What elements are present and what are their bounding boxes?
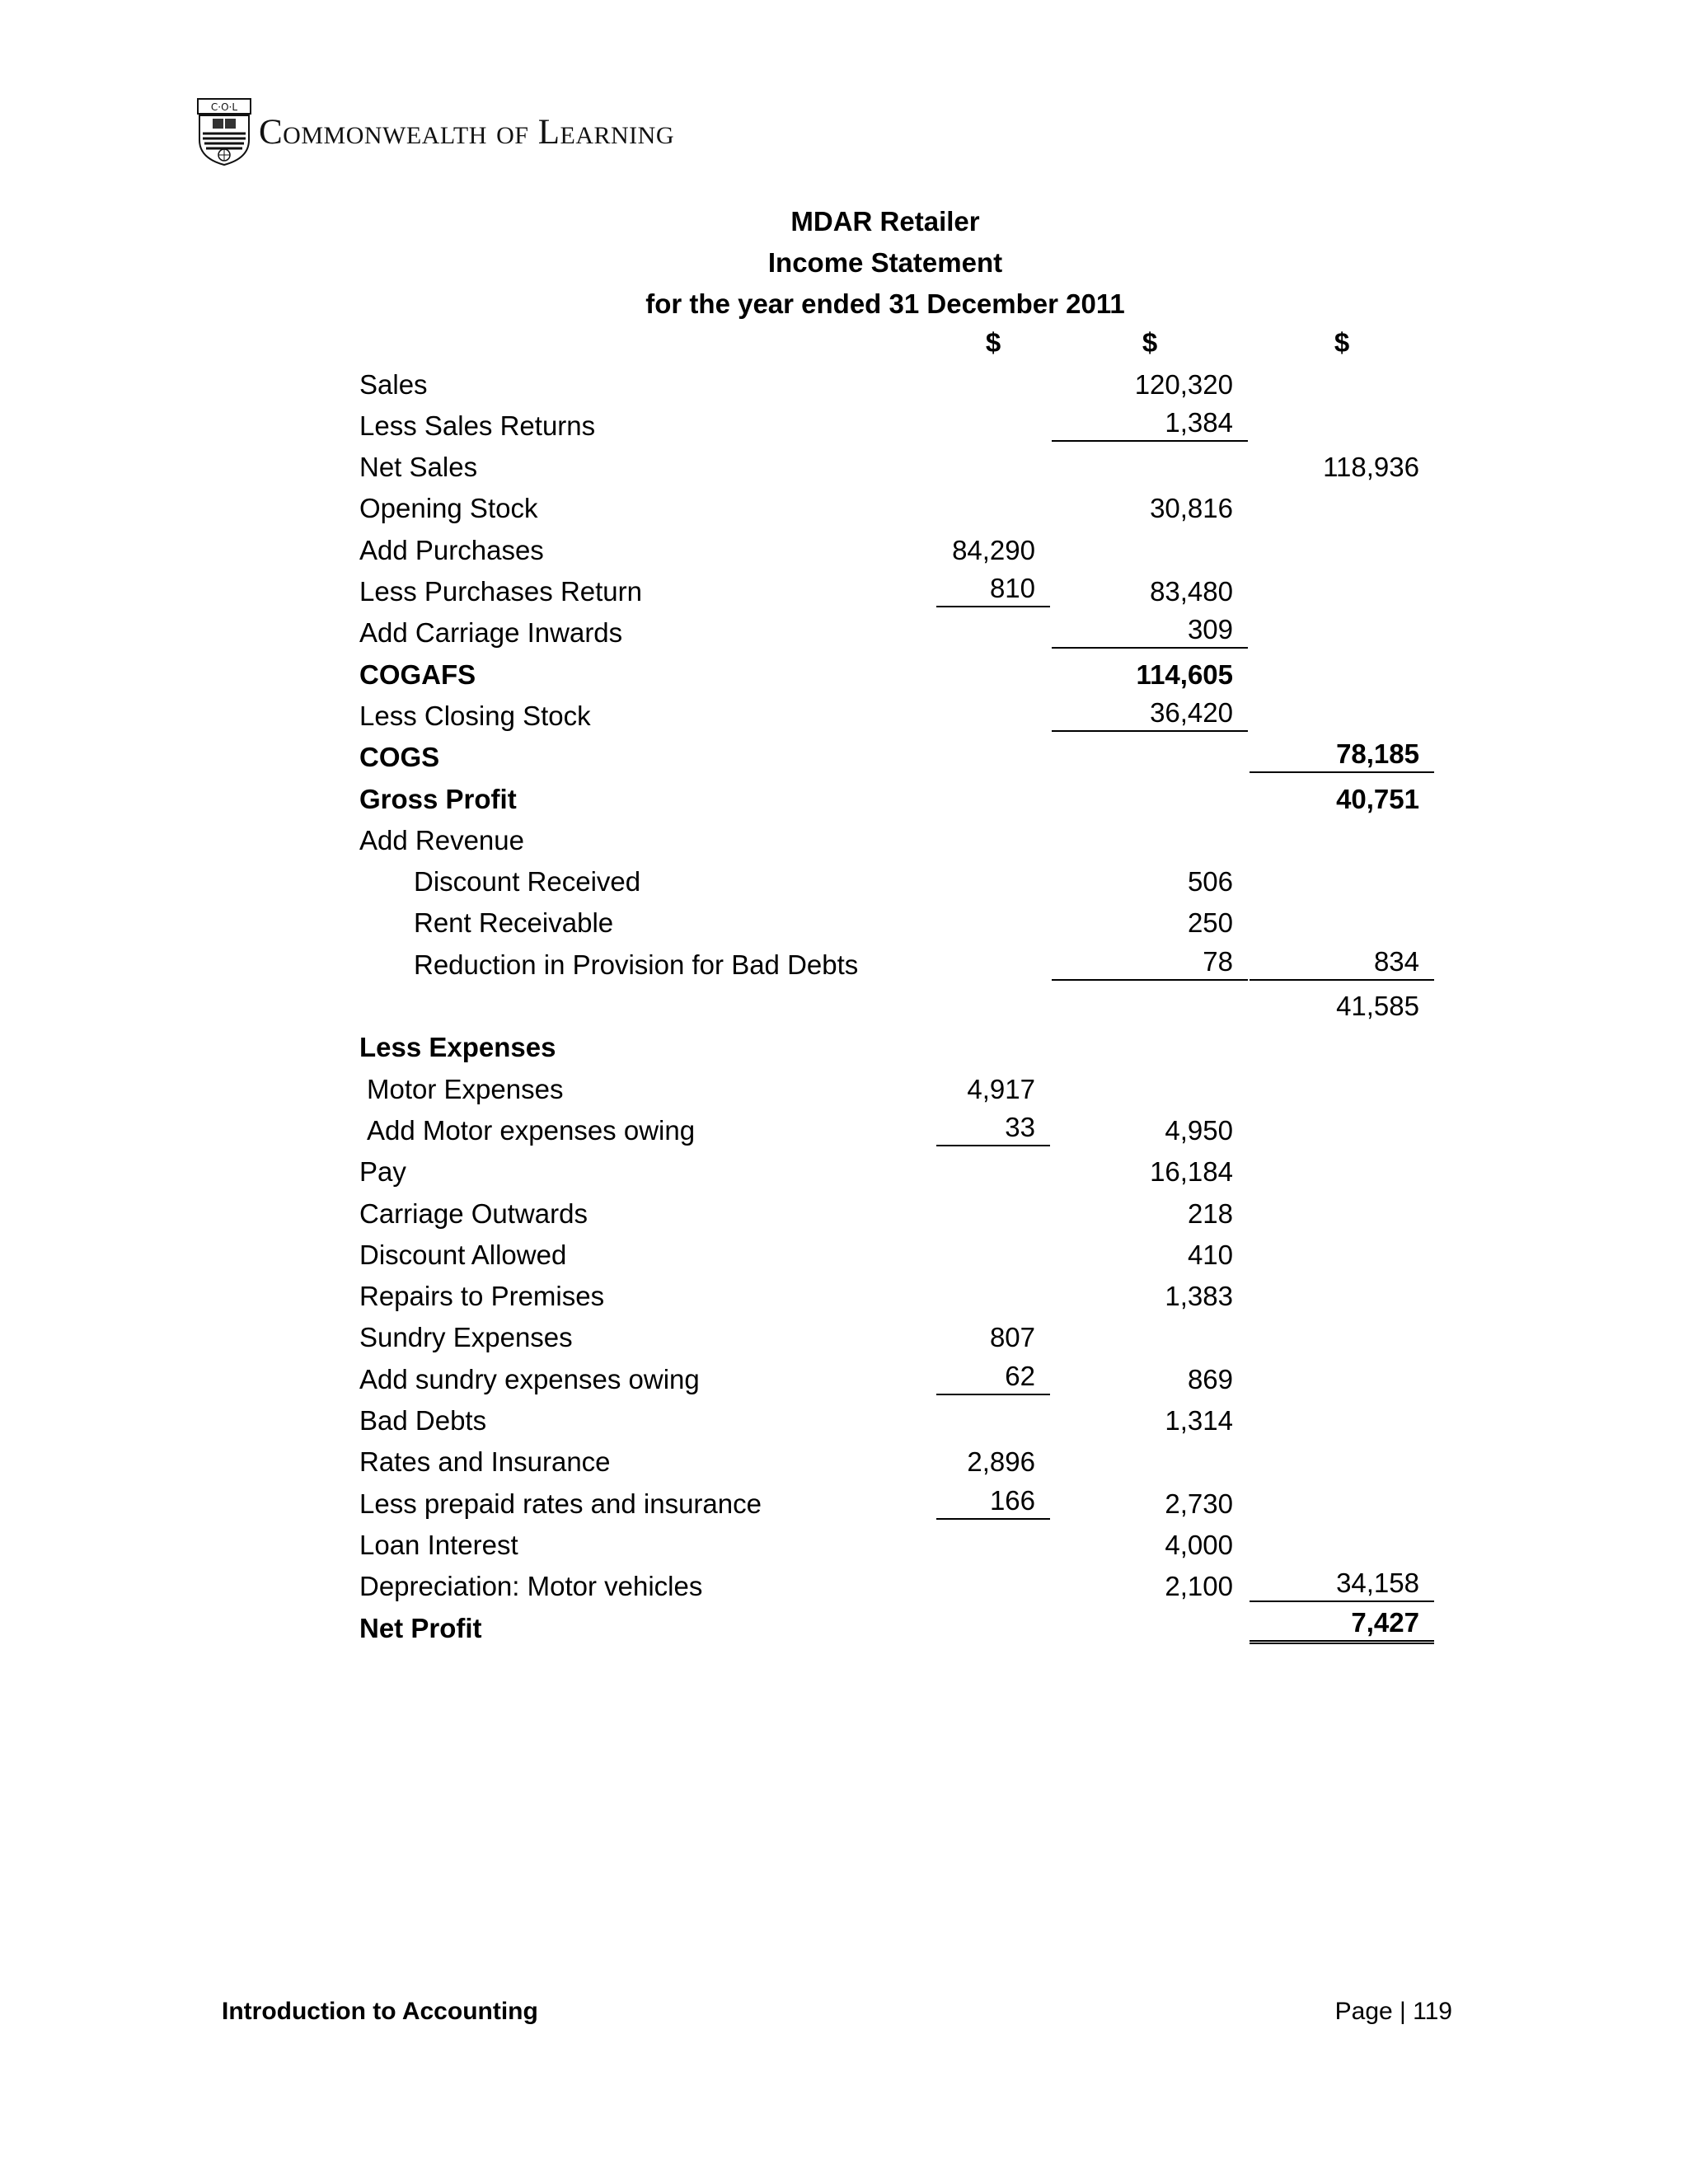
row-purchases [359,532,1431,573]
amount: 120,320 [1134,368,1233,400]
row-label: Sales [359,368,428,400]
row-label: Bad Debts [359,1405,487,1436]
row-label: Add Purchases [359,534,544,565]
row-label: Discount Allowed [359,1239,567,1270]
row-label: Rent Receivable [414,907,614,939]
row-label: Less Purchases Return [359,576,643,607]
amount: 2,100 [1165,1571,1233,1602]
amount: 166 [936,1485,1050,1520]
amount: 114,605 [1136,658,1233,690]
row-label: Less prepaid rates and insurance [359,1488,762,1519]
row-rent-receivable [359,905,1431,946]
row-depreciation [359,1568,1431,1610]
statement-name: Income Statement [767,247,1003,278]
row-label: Net Sales [359,452,478,483]
statement-title [0,201,1688,325]
row-sundry-owing [359,1361,1431,1402]
row-sundry [359,1319,1431,1361]
row-sales [359,366,1431,407]
footer-course-title: Introduction to Accounting [222,1998,538,2025]
row-label: Less Sales Returns [359,410,596,441]
row-discount-allowed [359,1237,1431,1278]
row-pay [359,1154,1431,1195]
row-sales-returns [359,408,1431,449]
income-statement [359,325,1431,1652]
row-label: Add Motor expenses owing [367,1114,696,1146]
currency-header-row [359,325,1431,366]
amount: 1,384 [1052,407,1248,442]
logo-text: Commonwealth of Learning [259,112,674,152]
amount: 78 [1052,946,1248,981]
row-label: Pay [359,1156,406,1188]
row-rates [359,1444,1431,1485]
row-label: Repairs to Premises [359,1281,605,1312]
amount: 2,730 [1165,1488,1233,1519]
amount: 807 [989,1322,1035,1353]
amount: 16,184 [1150,1156,1233,1188]
row-carriage-outwards [359,1195,1431,1236]
row-label: COGAFS [359,658,476,690]
row-net-profit [359,1606,1431,1651]
row-purchases-return [359,574,1431,615]
row-label: Motor Expenses [367,1073,564,1104]
row-net-sales [359,449,1431,490]
amount: 36,420 [1052,697,1248,732]
row-motor-expenses [359,1071,1431,1112]
amount: 4,950 [1165,1114,1233,1146]
row-label: Loan Interest [359,1529,518,1560]
row-closing-stock [359,698,1431,739]
amount: 410 [1187,1239,1233,1270]
row-carriage-inwards [359,615,1431,656]
row-bad-debts [359,1403,1431,1444]
row-label: Less Expenses [359,1032,556,1063]
row-discount-received [359,864,1431,905]
amount: 834 [1250,946,1434,981]
amount: 41,585 [1336,991,1419,1022]
row-label: Carriage Outwards [359,1197,588,1229]
row-label: Opening Stock [359,493,538,524]
row-label: Gross Profit [359,783,517,814]
amount: 33 [936,1112,1050,1146]
row-cogafs [359,656,1431,697]
amount: 309 [1052,614,1248,649]
amount: 34,158 [1250,1568,1434,1602]
row-label: Depreciation: Motor vehicles [359,1571,703,1602]
row-repairs [359,1278,1431,1319]
statement-period: for the year ended 31 December 2011 [645,288,1125,319]
row-label: Discount Received [414,866,641,898]
row-motor-owing [359,1113,1431,1154]
row-less-expenses [359,1029,1431,1071]
row-cogs [359,739,1431,780]
amount: 4,917 [967,1073,1035,1104]
row-reduction-provision [359,946,1431,987]
row-label: Less Closing Stock [359,700,591,731]
amount: 62 [936,1361,1050,1395]
row-label: COGS [359,742,440,773]
row-label: Reduction in Provision for Bad Debts [414,949,859,980]
amount: 218 [1187,1197,1233,1229]
currency-header: $ [1334,327,1350,359]
row-gross-profit [359,780,1431,822]
amount: 40,751 [1336,783,1419,814]
col-shield-icon [196,97,252,166]
amount: 83,480 [1150,576,1233,607]
amount: 84,290 [952,534,1035,565]
amount: 869 [1187,1363,1233,1394]
amount: 1,314 [1165,1405,1233,1436]
row-label: Sundry Expenses [359,1322,573,1353]
amount: 250 [1187,907,1233,939]
currency-header: $ [1142,327,1158,359]
row-label: Rates and Insurance [359,1446,611,1478]
row-prepaid-rates [359,1485,1431,1526]
amount: 506 [1187,866,1233,898]
amount: 78,185 [1250,738,1434,773]
amount: 2,896 [967,1446,1035,1478]
row-add-revenue [359,823,1431,864]
row-label: Add Revenue [359,824,524,855]
seal-text: C·O·L [210,101,238,113]
row-loan-interest [359,1527,1431,1568]
row-opening-stock [359,490,1431,532]
footer-page-number: Page | 119 [1334,1998,1452,2025]
amount: 1,383 [1165,1281,1233,1312]
amount: 118,936 [1323,452,1419,483]
row-label: Add sundry expenses owing [359,1363,700,1394]
amount: 810 [936,573,1050,607]
amount: 4,000 [1165,1529,1233,1560]
company-name: MDAR Retailer [790,206,980,237]
amount: 7,427 [1250,1607,1434,1644]
row-label: Add Carriage Inwards [359,617,623,649]
row-subtotal [359,988,1431,1029]
row-label: Net Profit [359,1612,482,1643]
col-logo [196,97,674,166]
currency-header: $ [985,327,1001,359]
amount: 30,816 [1150,493,1233,524]
